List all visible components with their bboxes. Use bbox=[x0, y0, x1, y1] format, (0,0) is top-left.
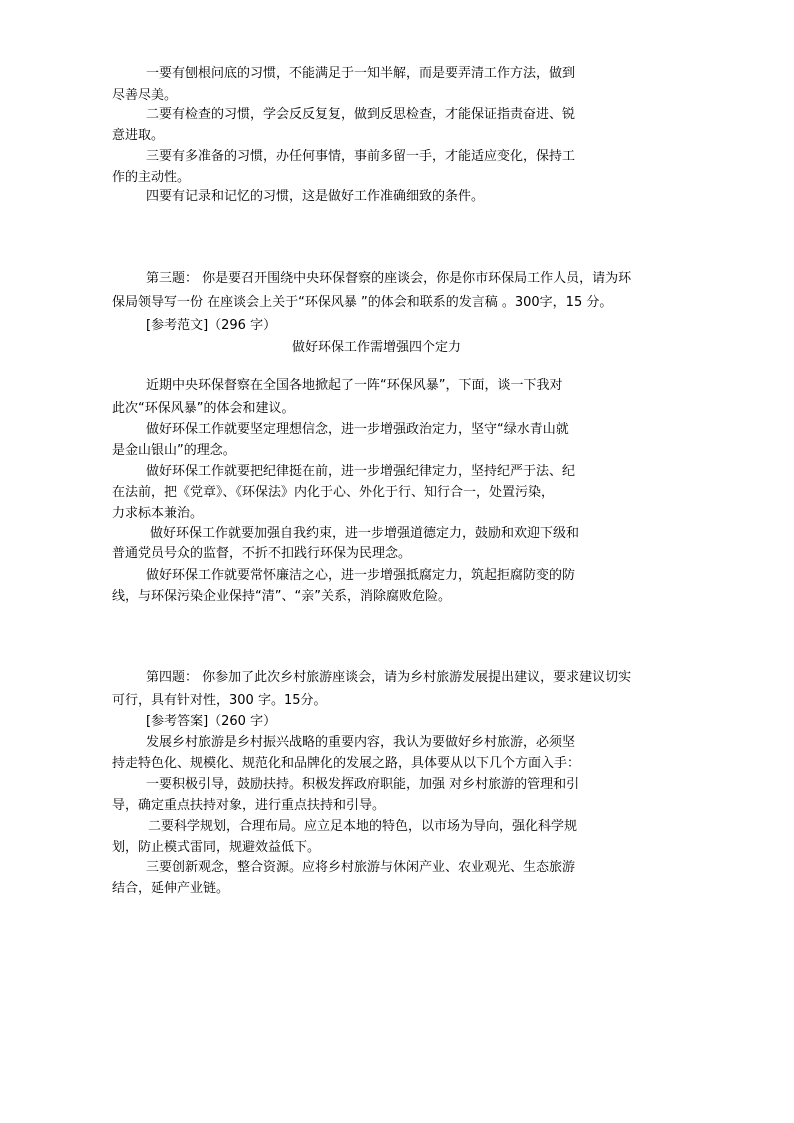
essay-para-3-line-2: 在法前，把《党章》、《环保法》内化于心、外化于行、知行合一，处置污染， bbox=[112, 485, 555, 500]
reference-answer-label: [参考答案]（260 字） bbox=[146, 714, 277, 729]
answer-para-3-line-2: 划，防止模式雷同，规避效益低下。 bbox=[112, 840, 321, 855]
question-3-line-1: 第三题： 你是要召开围绕中央环保督察的座谈会，你是你市环保局工作人员，请为环 bbox=[146, 271, 632, 286]
answer-para-1-line-2: 持走特色化、规模化、规范化和品牌化的发展之路，具体要从以下几个方面入手： bbox=[112, 756, 581, 771]
answer-para-2-line-1: 一要积极引导，鼓励扶持。积极发挥政府职能，加强 对乡村旅游的管理和引 bbox=[146, 777, 580, 792]
answer-para-3-line-1: 二要科学规划，合理布局。应立足本地的特色，以市场为导向，强化科学规 bbox=[148, 819, 578, 834]
habit-4-line-1: 四要有记录和记忆的习惯，这是做好工作准确细致的条件。 bbox=[146, 189, 485, 204]
answer-para-4-line-1: 三要创新观念，整合资源。应将乡村旅游与休闲产业、农业观光、生态旅游 bbox=[146, 860, 576, 875]
essay-para-1-line-1: 近期中央环保督察在全国各地掀起了一阵“环保风暴”，下面，谈一下我对 bbox=[146, 378, 563, 393]
habit-1-line-2: 尽善尽美。 bbox=[112, 88, 178, 103]
habit-3-line-1: 三要有多准备的习惯，办任何事情，事前多留一手，才能适应变化，保持工 bbox=[146, 149, 576, 164]
question-4-line-2: 可行，具有针对性，300 字。15分。 bbox=[112, 693, 327, 708]
essay-para-4-line-2: 普通党员号众的监督，不折不扣践行环保为民理念。 bbox=[112, 546, 412, 561]
essay-title: 做好环保工作需增强四个定力 bbox=[292, 340, 462, 355]
question-3-line-2: 保局领导写一份 在座谈会上关于“环保风暴 ”的体会和联系的发言稿 。300字，15 分。 bbox=[112, 295, 613, 310]
essay-para-4-line-1: 做好环保工作就要加强自我约束，进一步增强道德定力，鼓励和欢迎下级和 bbox=[150, 526, 580, 541]
habit-1-line-1: 一要有刨根问底的习惯，不能满足于一知半解，而是要弄清工作方法，做到 bbox=[146, 66, 576, 81]
answer-para-2-line-2: 导，确定重点扶持对象，进行重点扶持和引导。 bbox=[112, 798, 386, 813]
habit-2-line-1: 二要有检查的习惯，学会反反复复，做到反思检查，才能保证指责奋进、锐 bbox=[146, 107, 576, 122]
answer-para-1-line-1: 发展乡村旅游是乡村振兴战略的重要内容，我认为要做好乡村旅游，必须坚 bbox=[146, 735, 576, 750]
essay-para-5-line-2: 线，与环保污染企业保持“清”、“亲”关系，消除腐败危险。 bbox=[112, 589, 451, 604]
essay-para-2-line-1: 做好环保工作就要坚定理想信念，进一步增强政治定力，坚守“绿水青山就 bbox=[146, 422, 569, 437]
essay-para-3-line-3: 力求标本兼治。 bbox=[112, 506, 204, 521]
question-4-line-1: 第四题： 你参加了此次乡村旅游座谈会，请为乡村旅游发展提出建议，要求建议切实 bbox=[146, 670, 632, 685]
answer-para-4-line-2: 结合，延伸产业链。 bbox=[112, 881, 230, 896]
essay-para-1-line-2: 此次“环保风暴”的体会和建议。 bbox=[112, 401, 295, 416]
essay-para-3-line-1: 做好环保工作就要把纪律挺在前，进一步增强纪律定力，坚持纪严于法、纪 bbox=[146, 464, 576, 479]
habit-3-line-2: 作的主动性。 bbox=[112, 170, 191, 185]
reference-essay-label: [参考范文]（296 字） bbox=[146, 318, 277, 333]
essay-para-2-line-2: 是金山银山”的理念。 bbox=[112, 443, 236, 458]
essay-para-5-line-1: 做好环保工作就要常怀廉洁之心，进一步增强抵腐定力，筑起拒腐防变的防 bbox=[146, 568, 576, 583]
habit-2-line-2: 意进取。 bbox=[112, 128, 165, 143]
